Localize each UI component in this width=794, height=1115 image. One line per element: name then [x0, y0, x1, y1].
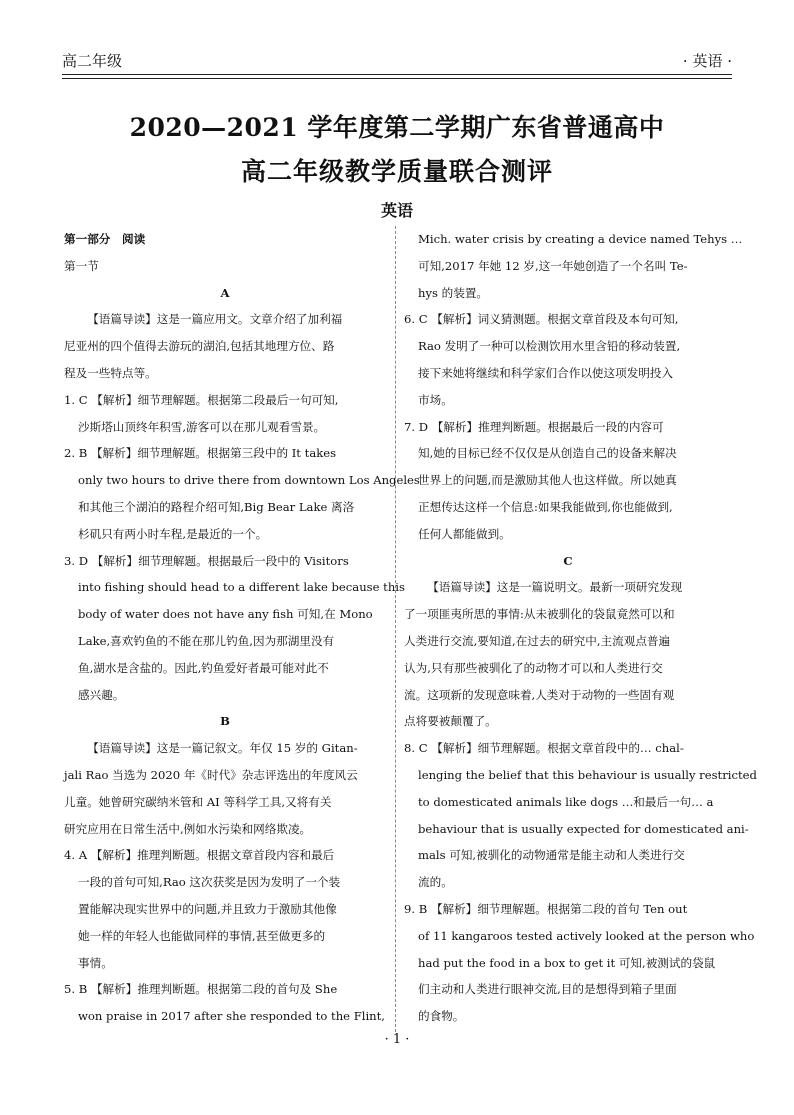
answer-item: 5. B 【解析】推理判断题。根据第二段的首句及 She: [64, 982, 338, 997]
text-line: 【语篇导读】这是一篇记叙文。年仅 15 岁的 Gitan-: [87, 741, 358, 756]
text-line: 杉矶只有两小时车程,是最近的一个。: [78, 526, 268, 541]
text-line: 程及一些特点等。: [64, 365, 157, 380]
left-column: [64, 226, 420, 1030]
right-column: [404, 226, 757, 1030]
text-line: 沙斯塔山顶终年积雪,游客可以在那儿观看雪景。: [78, 419, 326, 434]
section-heading: C: [563, 553, 573, 568]
text-line: 知,她的目标已经不仅仅是从创造自己的设备来解决: [418, 446, 677, 461]
text-line: 流。这项新的发现意味着,人类对于动物的一些固有观: [404, 687, 675, 702]
subject-label: · 英语 ·: [682, 52, 732, 70]
text-line: 一段的首句可知,Rao 这次获奖是因为发明了一个装: [78, 875, 341, 890]
text-line: body of water does not have any fish 可知,在 Mono: [78, 607, 373, 622]
answer-item: 1. C 【解析】细节理解题。根据第二段最后一句可知,: [64, 392, 339, 407]
answer-item: 2. B 【解析】细节理解题。根据第三段中的 It takes: [64, 446, 337, 461]
text-line: 事情。: [78, 955, 113, 970]
column-divider: [395, 226, 396, 1032]
text-line: 感兴趣。: [78, 687, 125, 702]
text-line: Lake,喜欢钓鱼的不能在那儿钓鱼,因为那湖里没有: [78, 633, 335, 648]
answer-item: 9. B 【解析】细节理解题。根据第二段的首句 Ten out: [404, 901, 688, 916]
document-title-line1: 2020—2021 学年度第二学期广东省普通高中: [129, 113, 665, 142]
header-rule-thin: [62, 78, 732, 79]
text-line: 可知,2017 年她 12 岁,这一年她创造了一个名叫 Te-: [418, 258, 688, 273]
text-line: 第一节: [64, 258, 99, 273]
text-line: 【语篇导读】这是一篇说明文。最新一项研究发现: [427, 580, 683, 595]
document-title-line2: 高二年级教学质量联合测评: [240, 157, 553, 186]
answer-item: 4. A 【解析】推理判断题。根据文章首段内容和最后: [64, 848, 335, 863]
text-line: won praise in 2017 after she responded to the Flint,: [78, 1009, 385, 1024]
answer-item: 3. D 【解析】细节理解题。根据最后一段中的 Visitors: [64, 553, 349, 568]
text-line: 和其他三个湖泊的路程介绍可知,Big Bear Lake 离洛: [78, 499, 355, 514]
text-line: 置能解决现实世界中的问题,并且致力于激励其他像: [78, 901, 337, 916]
text-line: 尼亚州的四个值得去游玩的湖泊,包括其地理方位、路: [64, 339, 335, 354]
text-line: 认为,只有那些被驯化了的动物才可以和人类进行交: [404, 660, 663, 675]
section-heading: B: [220, 714, 230, 729]
text-line: 们主动和人类进行眼神交流,目的是想得到箱子里面: [418, 982, 677, 997]
text-line: 她一样的年轻人也能做同样的事情,甚至做更多的: [78, 928, 326, 943]
text-line: 人类进行交流,要知道,在过去的研究中,主流观点普遍: [404, 633, 671, 648]
text-line: 正想传达这样一个信息:如果我能做到,你也能做到,: [418, 499, 673, 514]
answer-item: 6. C 【解析】词义猜测题。根据文章首段及本句可知,: [404, 312, 679, 327]
text-line: to domesticated animals like dogs …和最后一句… a: [418, 794, 714, 809]
text-line: lenging the belief that this behaviour is usually restricted: [418, 767, 757, 782]
text-line: Mich. water crisis by creating a device named Tehys …: [418, 232, 743, 246]
text-line: of 11 kangaroos tested actively looked at the person who: [418, 928, 755, 943]
document-subject: 英语: [380, 201, 413, 220]
text-line: 【语篇导读】这是一篇应用文。文章介绍了加利福: [87, 312, 343, 327]
text-line: 市场。: [418, 392, 453, 407]
header-rule-thick: [62, 74, 732, 75]
text-line: 世界上的问题,而是激励其他人也这样做。所以她真: [418, 473, 677, 488]
text-line: behaviour that is usually expected for domesticated ani-: [418, 821, 749, 836]
text-line: into fishing should head to a different lake because this: [78, 580, 405, 595]
text-line: 流的。: [418, 875, 453, 890]
text-line: only two hours to drive there from downtown Los Angeles: [78, 473, 420, 488]
answer-item: 8. C 【解析】细节理解题。根据文章首段中的… chal-: [404, 741, 684, 756]
text-line: 接下来她将继续和科学家们合作以使这项发明投入: [418, 365, 674, 380]
text-line: 点将要被颠覆了。: [404, 714, 497, 729]
text-line: mals 可知,被驯化的动物通常是能主动和人类进行交: [418, 848, 685, 863]
grade-label: 高二年级: [62, 52, 123, 70]
text-line: 鱼,湖水是含盐的。因此,钓鱼爱好者最可能对此不: [78, 660, 329, 675]
text-line: 的食物。: [418, 1009, 465, 1024]
text-line: hys 的装置。: [418, 285, 489, 300]
text-line: 第一部分 阅读: [64, 232, 146, 246]
section-heading: A: [220, 285, 230, 300]
text-line: 儿童。她曾研究碳纳米管和 AI 等科学工具,又将有关: [64, 794, 332, 809]
page-number: · 1 ·: [384, 1032, 410, 1047]
text-line: 研究应用在日常生活中,例如水污染和网络欺凌。: [64, 821, 312, 836]
text-line: 任何人都能做到。: [418, 526, 511, 541]
text-line: had put the food in a box to get it 可知,被测试的袋鼠: [418, 955, 716, 970]
page-header: [62, 46, 732, 74]
answer-item: 7. D 【解析】推理判断题。根据最后一段的内容可: [404, 419, 664, 434]
text-line: 了一项匪夷所思的事情:从未被驯化的袋鼠竟然可以和: [404, 607, 675, 622]
text-line: Rao 发明了一种可以检测饮用水里含铅的移动装置,: [418, 339, 681, 354]
text-line: jali Rao 当选为 2020 年《时代》杂志评选出的年度风云: [64, 767, 358, 782]
